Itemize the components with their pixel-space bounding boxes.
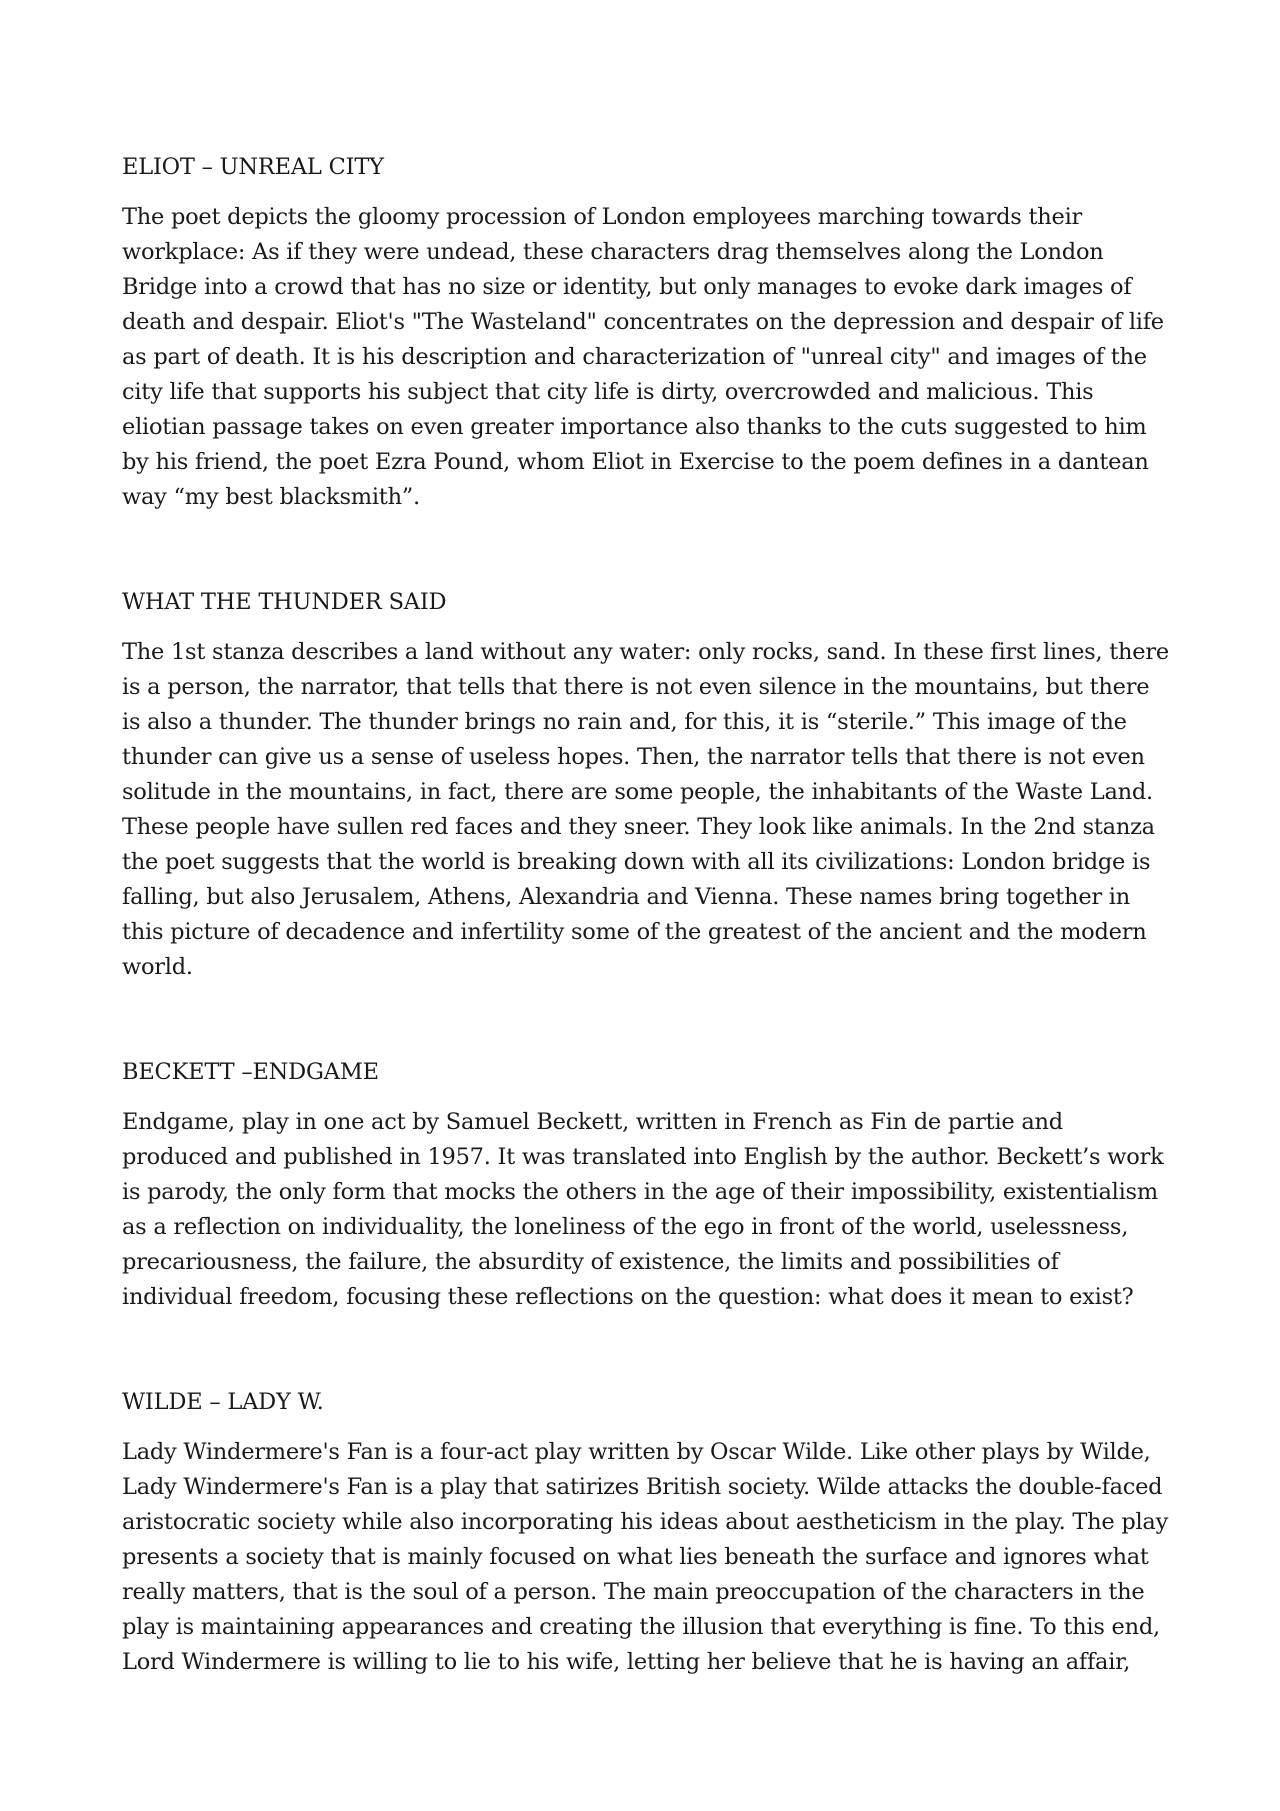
section-what-the-thunder-said xyxy=(122,585,1172,985)
section-paragraph: The poet depicts the gloomy procession of London employees marching towards their workplace: As if they were undead, these characters drag themselves along the London Bridge into a crowd that has no size or identity, but only manages to evoke dark images of death and despair. Eliot's "The Wasteland" concentrates on the depression and despair of life as part of death. It is his description and characterization of "unreal city" and images of the city life that supports his subject that city life is dirty, overcrowded and malicious. This eliotian passage takes on even greater importance also thanks to the cuts suggested to him by his friend, the poet Ezra Pound, whom Eliot in Exercise to the poem defines in a dantean way “my best blacksmith”. xyxy=(122,204,1164,510)
section-wilde-lady-w xyxy=(122,1385,1172,1680)
section-paragraph: Lady Windermere's Fan is a four-act play written by Oscar Wilde. Like other plays by Wilde, Lady Windermere's Fan is a play that satirizes British society. Wilde attacks the double-faced aristocratic society while also incorporating his ideas about aestheticism in the play. The play presents a society that is mainly focused on what lies beneath the surface and ignores what really matters, that is the soul of a person. The main preoccupation of the characters in the play is maintaining appearances and creating the illusion that everything is fine. To this end, Lord Windermere is willing to lie to his wife, letting her believe that he is having an affair, xyxy=(122,1439,1169,1675)
section-heading: BECKETT –ENDGAME xyxy=(122,1059,379,1085)
section-paragraph: Endgame, play in one act by Samuel Beckett, written in French as Fin de partie and produced and published in 1957. It was translated into English by the author. Beckett’s work is parody, the only form that mocks the others in the age of their impossibility, existentialism as a reflection on individuality, the loneliness of the ego in front of the world, uselessness, precariousness, the failure, the absurdity of existence, the limits and possibilities of individual freedom, focusing these reflections on the question: what does it mean to exist? xyxy=(122,1109,1164,1310)
section-heading: WILDE – LADY W. xyxy=(122,1389,324,1415)
section-beckett-endgame xyxy=(122,1055,1172,1315)
document-page xyxy=(122,150,1172,1680)
section-paragraph: The 1st stanza describes a land without any water: only rocks, sand. In these first lines, there is a person, the narrator, that tells that there is not even silence in the mountains, but there is also a thunder. The thunder brings no rain and, for this, it is “sterile.” This image of the thunder can give us a sense of useless hopes. Then, the narrator tells that there is not even solitude in the mountains, in fact, there are some people, the inhabitants of the Waste Land. These people have sullen red faces and they sneer. They look like animals. In the 2nd stanza the poet suggests that the world is breaking down with all its civilizations: London bridge is falling, but also Jerusalem, Athens, Alexandria and Vienna. These names bring together in this picture of decadence and infertility some of the greatest of the ancient and the modern world. xyxy=(122,639,1169,980)
section-heading: ELIOT – UNREAL CITY xyxy=(122,154,384,180)
section-eliot-unreal-city xyxy=(122,150,1172,515)
section-heading: WHAT THE THUNDER SAID xyxy=(122,589,447,615)
